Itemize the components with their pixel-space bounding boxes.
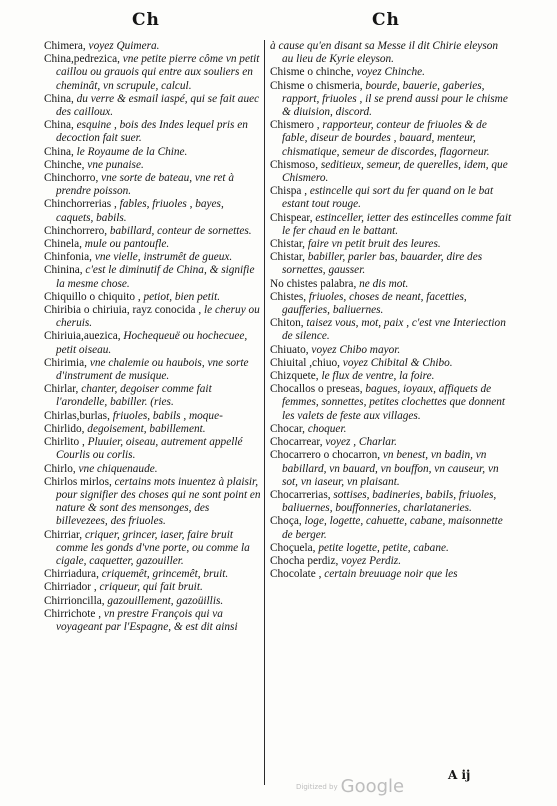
dictionary-entry — [270, 555, 512, 568]
entry-definition: faire vn petit bruit des leures. — [305, 238, 441, 251]
dictionary-entry — [44, 436, 262, 462]
entry-headword: Chinchorrerias , — [44, 198, 117, 211]
dictionary-entry — [44, 595, 262, 608]
entry-headword: Chiribia o chiriuia, rayz conocida , — [44, 304, 202, 317]
running-head-left: Ch — [132, 10, 160, 30]
entry-definition: estinceller, ietter des estincelles comme fait le fer chaud en le battant. — [282, 211, 512, 237]
entry-definition: fables, friuoles , bayes, caquets, babils. — [56, 198, 224, 224]
entry-headword: Chiriuia,auezica, — [44, 330, 121, 343]
entry-headword: Chirlo, — [44, 462, 76, 475]
dictionary-entry — [270, 251, 512, 277]
entry-definition: vne vielle, instrumêt de gueux. — [92, 251, 233, 264]
entry-definition: voyez Perdiz. — [338, 554, 402, 567]
entry-headword: Chirimia, — [44, 356, 87, 369]
entry-definition: à cause qu'en disant sa Messe il dit Chirie eleyson au lieu de Kyrie eleyson. — [270, 40, 499, 66]
entry-definition: ne dis mot. — [356, 277, 409, 290]
entry-headword: China, — [44, 92, 74, 105]
entry-headword: Chocar, — [270, 422, 305, 435]
entry-headword: Chiuato, — [270, 343, 309, 356]
running-head-right: Ch — [372, 10, 400, 30]
entry-headword: Chinchorrero, — [44, 224, 108, 237]
entry-headword: Chirriar, — [44, 528, 83, 541]
column-divider — [264, 40, 265, 785]
entry-headword: Chinche, — [44, 158, 85, 171]
entry-definition: certain breuuage noir que les — [321, 568, 458, 581]
entry-definition: vne chiquenaude. — [75, 462, 158, 475]
entry-definition: taisez vous, mot, paix , c'est vne Interiection de silence. — [282, 317, 506, 343]
right-column — [270, 40, 512, 581]
dictionary-entry — [270, 80, 512, 120]
entry-definition: choquer. — [305, 422, 347, 435]
entry-definition: Hochequeuë ou hochecuee, petit oiseau. — [56, 330, 248, 356]
entry-definition: vn benest, vn badin, vn babillard, vn bauard, vn bouffon, vn causeur, vn sot, vn iaseur, vn plaisant. — [282, 449, 499, 488]
entry-headword: Chispear, — [270, 211, 313, 224]
entry-headword: Chocarrear, — [270, 436, 323, 449]
entry-headword: Chocha perdiz, — [270, 554, 339, 567]
dictionary-entry — [270, 383, 512, 423]
entry-headword: Chocarrero o chocarron, — [270, 449, 381, 462]
dictionary-entry — [270, 212, 512, 238]
entry-headword: Chirrichote , — [44, 607, 102, 620]
dictionary-entry — [270, 568, 512, 581]
entry-headword: Chirlas,burlas, — [44, 409, 110, 422]
entry-headword: No chistes palabra, — [270, 277, 357, 290]
dictionary-entry — [270, 291, 512, 317]
dictionary-entry — [44, 119, 262, 145]
dictionary-entry — [270, 66, 512, 79]
entry-headword: Chirlar, — [44, 383, 79, 396]
dictionary-entry — [44, 40, 262, 53]
dictionary-entry — [44, 172, 262, 198]
entry-definition: esquine , bois des Indes lequel pris en decoction fait suer. — [56, 119, 248, 145]
entry-definition: le cheruy ou cheruis. — [56, 304, 260, 330]
left-column — [44, 40, 262, 634]
entry-definition: degoisement, babillement. — [84, 422, 206, 435]
dictionary-entry — [44, 225, 262, 238]
entry-definition: c'est le diminutif de China, & signifie la mesme chose. — [56, 264, 255, 290]
entry-headword: Chisme o chinche, — [270, 66, 354, 79]
entry-definition: chanter, degoiser comme fait l'arondelle, babiller. (ries. — [56, 383, 212, 409]
entry-definition: estincelle qui sort du fer quand on le bat estant tout rouge. — [282, 185, 494, 211]
entry-definition: certains mots inuentez à plaisir, pour signifier des choses qui ne sont point en nature & sont des mensonges, des billevezees, des friuoles. — [56, 475, 261, 528]
dictionary-entry — [44, 357, 262, 383]
dictionary-entry — [270, 159, 512, 185]
dictionary-entry — [270, 344, 512, 357]
entry-definition: petiot, bien petit. — [140, 290, 221, 303]
dictionary-entry — [270, 436, 512, 449]
entry-headword: Chiquillo o chiquito , — [44, 290, 141, 303]
entry-definition: friuoles, babils , moque- — [109, 409, 223, 422]
entry-headword: Chinchorro, — [44, 172, 99, 185]
entry-headword: Chocolate , — [270, 568, 322, 581]
dictionary-entry — [270, 357, 512, 370]
entry-definition: voyez Chibital & Chibo. — [339, 356, 453, 369]
entry-headword: Chimera, — [44, 40, 86, 52]
entry-headword: Chismoso, — [270, 158, 319, 171]
entry-definition: le flux de ventre, la foire. — [318, 370, 435, 383]
dictionary-entry — [44, 581, 262, 594]
entry-headword: Chiton, — [270, 317, 304, 330]
dictionary-entry — [44, 291, 262, 304]
entry-definition: vne chalemie ou haubois, vne sorte d'instrument de musique. — [56, 356, 249, 383]
dictionary-entry — [44, 463, 262, 476]
dictionary-entry — [270, 119, 512, 159]
dictionary-entry — [270, 317, 512, 343]
dictionary-entry — [44, 608, 262, 634]
dictionary-entry — [44, 304, 262, 330]
entry-definition: gazouillement, gazoüillis. — [104, 594, 224, 607]
entry-headword: Chirlito , — [44, 436, 85, 449]
entry-headword: Chismero , — [270, 119, 320, 132]
entry-definition: voyez Chinche. — [353, 66, 425, 79]
entry-definition: bourde, bauerie, gaberies, rapport, friuoles , il se prend aussi pour le chisme & diuision, discord. — [282, 79, 508, 119]
dictionary-entry — [44, 383, 262, 409]
entry-definition: rapporteur, conteur de friuoles & de fable, diseur de bourdes , bauard, menteur, chismatique, semeur de discordes, flagorneur. — [282, 119, 490, 158]
dictionary-entry — [270, 489, 512, 515]
entry-definition: voyez Chibo mayor. — [308, 343, 401, 356]
dictionary-entry — [44, 264, 262, 290]
entry-headword: Chistes, — [270, 290, 307, 303]
dictionary-entry — [44, 159, 262, 172]
entry-headword: Chispa , — [270, 185, 308, 198]
entry-definition: du verre & esmail iaspé, qui se fait auec des cailloux. — [56, 92, 260, 119]
dictionary-entry — [44, 330, 262, 356]
entry-definition: vne sorte de bateau, vne ret à prendre poisson. — [56, 172, 235, 198]
dictionary-entry — [44, 423, 262, 436]
dictionary-entry — [44, 238, 262, 251]
entry-definition: voyez , Charlar. — [322, 436, 397, 449]
entry-definition: sottises, badineries, babils, friuoles, baliuernes, bouffonneries, charlataneries. — [282, 488, 497, 515]
entry-headword: Chocarrerias, — [270, 488, 331, 501]
entry-definition: vn prestre François qui va voyageant par l'Espagne, & est dit ainsi — [56, 607, 238, 633]
entry-headword: Chirlos mirlos, — [44, 475, 112, 488]
dictionary-entry — [270, 542, 512, 555]
entry-definition: le Royaume de la Chine. — [73, 145, 188, 158]
entry-definition: babiller, parler bas, bauarder, dire des sornettes, gausser. — [282, 251, 483, 277]
dictionary-entry — [44, 53, 262, 93]
dictionary-entry — [270, 423, 512, 436]
entry-headword: Chinela, — [44, 238, 82, 251]
entry-headword: Chirrioncilla, — [44, 594, 105, 607]
entry-headword: Chirlido, — [44, 422, 85, 435]
dictionary-entry — [44, 93, 262, 119]
dictionary-entry — [44, 529, 262, 569]
entry-headword: Chirriador , — [44, 581, 97, 594]
dictionary-entry — [270, 238, 512, 251]
dictionary-entry — [44, 568, 262, 581]
entry-headword: Chistar, — [270, 238, 306, 251]
dictionary-entry — [270, 515, 512, 541]
entry-definition: seditieux, semeur, de querelles, idem, que Chismero. — [282, 158, 508, 185]
dictionary-entry — [270, 370, 512, 383]
dictionary-entry — [270, 40, 512, 66]
entry-definition: mule ou pantoufle. — [81, 238, 170, 251]
dictionary-entry — [44, 198, 262, 224]
entry-headword: Chirriadura, — [44, 568, 99, 581]
entry-headword: Chinina, — [44, 264, 83, 277]
entry-headword: Chizquete, — [270, 370, 319, 383]
entry-definition: Pluuier, oiseau, autrement appellé Courlis ou corlis. — [56, 436, 243, 462]
digitized-watermark: Digitized by Google — [296, 776, 405, 797]
dictionary-entry — [270, 278, 512, 291]
dictionary-entry — [44, 410, 262, 423]
entry-definition: petite logette, petite, cabane. — [315, 541, 449, 554]
page-header — [0, 10, 557, 36]
dictionary-entry — [44, 251, 262, 264]
entry-definition: friuoles, choses de neant, facetties, gaufferies, baliuernes. — [282, 290, 467, 317]
entry-definition: voyez Quimera. — [85, 40, 160, 52]
entry-headword: China, — [44, 145, 74, 158]
entry-definition: vne petite pierre côme vn petit caillou ou grauois qui entre aux souliers en cheminât, vn scrupule, calcul. — [56, 53, 260, 92]
entry-definition: loge, logette, cahuette, cabane, maisonnette de berger. — [282, 515, 503, 541]
entry-definition: bagues, ioyaux, affiquets de femmes, sonnettes, petites clochettes que donnent les valets de feste aux villages. — [282, 383, 506, 422]
entry-headword: Choçuela, — [270, 541, 316, 554]
entry-definition: criqueur, qui fait bruit. — [96, 581, 203, 594]
entry-headword: Chisme o chismeria, — [270, 79, 363, 92]
entry-headword: Chocallos o preseas, — [270, 383, 363, 396]
dictionary-entry — [44, 476, 262, 529]
entry-definition: vne punaise. — [84, 158, 144, 171]
page-footer — [0, 768, 557, 798]
entry-headword: Chiuital ,chiuo, — [270, 356, 340, 369]
entry-definition: criquer, grincer, iaser, faire bruit comme les gonds d'vne porte, ou comme la cigale, caquetter, gazouiller. — [56, 528, 250, 567]
signature-mark: A ij — [448, 768, 471, 782]
entry-headword: China,pedrezica, — [44, 53, 120, 66]
entry-headword: Chistar, — [270, 251, 306, 264]
dictionary-entry — [270, 449, 512, 489]
entry-headword: Chinfonia, — [44, 251, 93, 264]
entry-headword: China, — [44, 119, 74, 132]
dictionary-entry — [44, 146, 262, 159]
entry-headword: Choça, — [270, 515, 302, 528]
dictionary-entry — [270, 185, 512, 211]
entry-definition: babillard, conteur de sornettes. — [107, 224, 252, 237]
entry-definition: criquemêt, grincemêt, bruit. — [98, 568, 229, 581]
